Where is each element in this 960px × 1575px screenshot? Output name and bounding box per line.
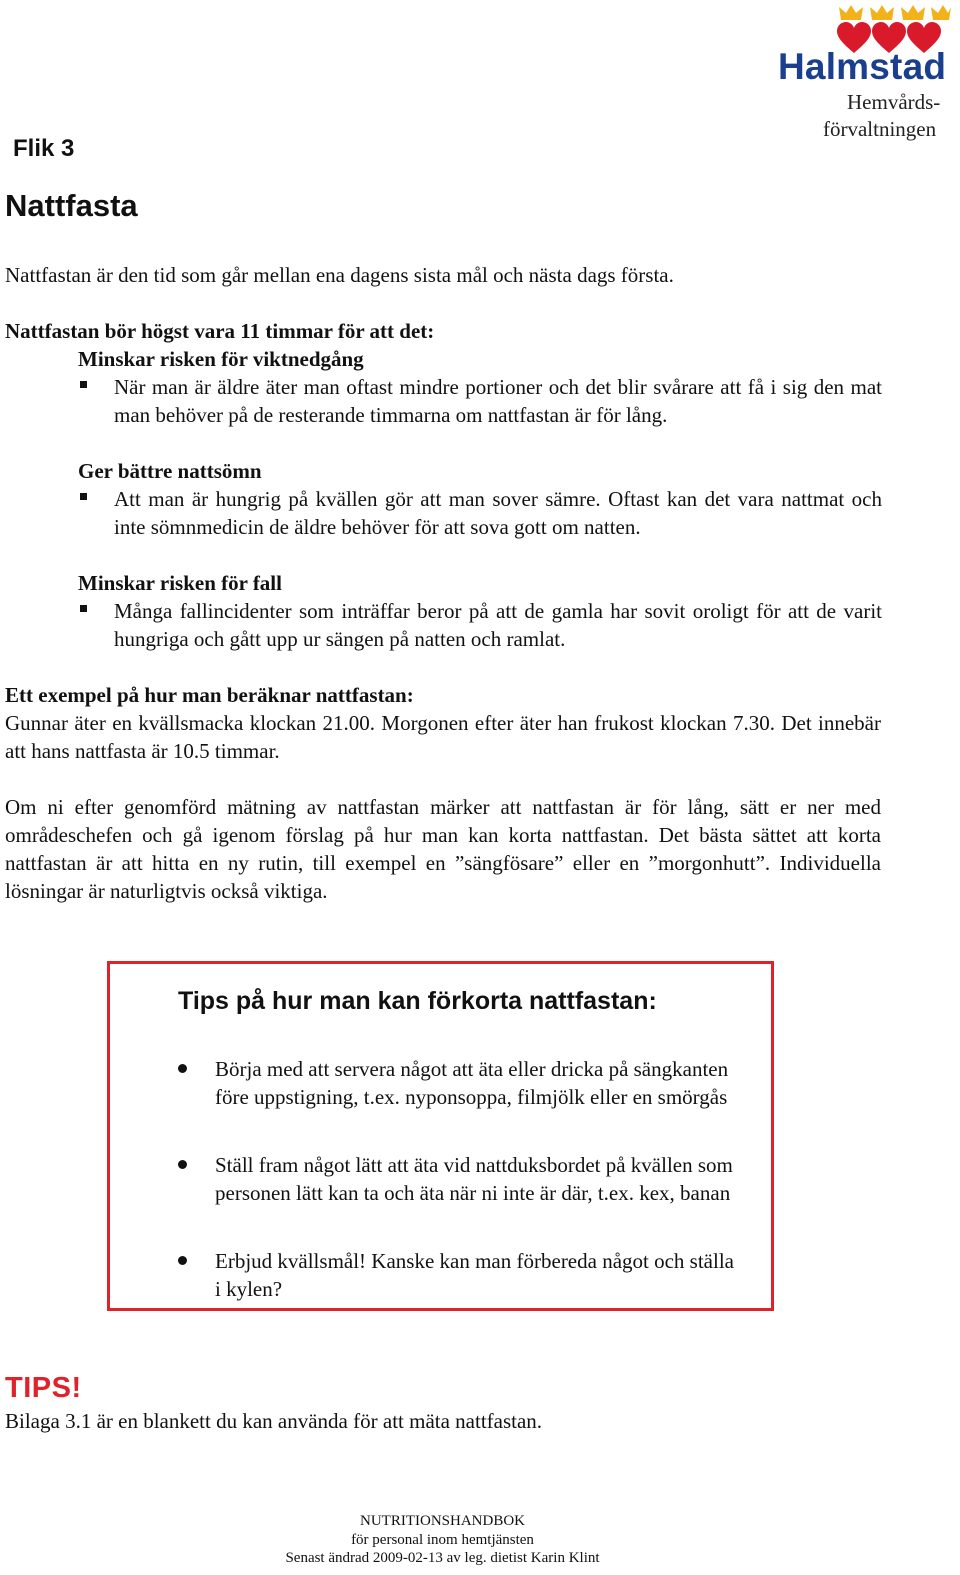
crowns-icon [839,4,951,22]
page-title: Nattfasta [5,188,138,223]
reason-heading-weight: Minskar risken för viktnedgång [78,347,364,371]
bullet-dot-icon [178,1064,187,1073]
requirement-heading: Nattfastan bör högst vara 11 timmar för att det: [5,319,435,343]
tips-item: Ställ fram något lätt att äta vid nattduksbordet på kvällen som personen lätt kan ta och äta när ni inte är där, t.ex. kex, banan [215,1153,733,1205]
advice-paragraph: Om ni efter genomförd mätning av nattfastan märker att nattfastan är för lång, sätt er ner med områdeschefen och gå igenom förslag på hur man kan korta nattfastan. Det bästa sättet att korta nattfastan är att hitta en ny rutin, till exempel en ”sängfösare” eller en ”morgonhutt”. Individuella lösningar är naturligtvis också viktiga. [5,795,881,903]
footer-line2: för personal inom hemtjänsten [351,1532,534,1548]
logo-brand: Halmstad [778,46,947,87]
tips-item: Erbjud kvällsmål! Kanske kan man förbereda något och ställa i kylen? [215,1249,734,1301]
square-bullet-icon [80,605,87,612]
logo-subtitle-line1: Hemvårds- [847,90,941,114]
example-paragraph: Gunnar äter en kvällsmacka klockan 21.00. Morgonen efter äter han frukost klockan 7.30. Det innebär att hans nattfasta är 10.5 timmar. [5,711,881,763]
halmstad-logo [775,4,955,144]
tips-text: Bilaga 3.1 är en blankett du kan använda för att mäta nattfastan. [5,1409,543,1433]
square-bullet-icon [80,381,87,388]
section-label: Flik 3 [13,135,75,162]
footer-line3: Senast ändrad 2009-02-13 av leg. dietist Karin Klint [285,1550,600,1566]
tips-box-title: Tips på hur man kan förkorta nattfastan: [178,987,657,1015]
square-bullet-icon [80,493,87,500]
bullet-dot-icon [178,1160,187,1169]
tips-label: TIPS! [5,1372,82,1404]
reason-heading-sleep: Ger bättre nattsömn [78,459,262,483]
reason-text-weight: När man är äldre äter man oftast mindre portioner och det blir svårare att få i sig den mat man behöver på de resterande timmarna om nattfastan är för lång. [114,375,882,427]
tips-item: Börja med att servera något att äta eller dricka på sängkanten före uppstigning, t.ex. nyponsoppa, filmjölk eller en smörgås [215,1057,729,1109]
intro-paragraph: Nattfastan är den tid som går mellan ena dagens sista mål och nästa dags första. [5,263,674,287]
footer-line1: NUTRITIONSHANDBOK [360,1513,525,1529]
reason-text-fall: Många fallincidenter som inträffar beror på att de gamla har sovit oroligt för att de varit hungriga och gått upp ur sängen på natten och ramlat. [114,599,882,651]
logo-subtitle-line2: förvaltningen [823,117,937,141]
example-heading: Ett exempel på hur man beräknar nattfastan: [5,683,414,707]
reason-heading-fall: Minskar risken för fall [78,571,282,595]
reason-text-sleep: Att man är hungrig på kvällen gör att man sover sämre. Oftast kan det vara nattmat och inte sömnmedicin de äldre behöver för att sova gott om natten. [114,487,882,539]
bullet-dot-icon [178,1256,187,1265]
